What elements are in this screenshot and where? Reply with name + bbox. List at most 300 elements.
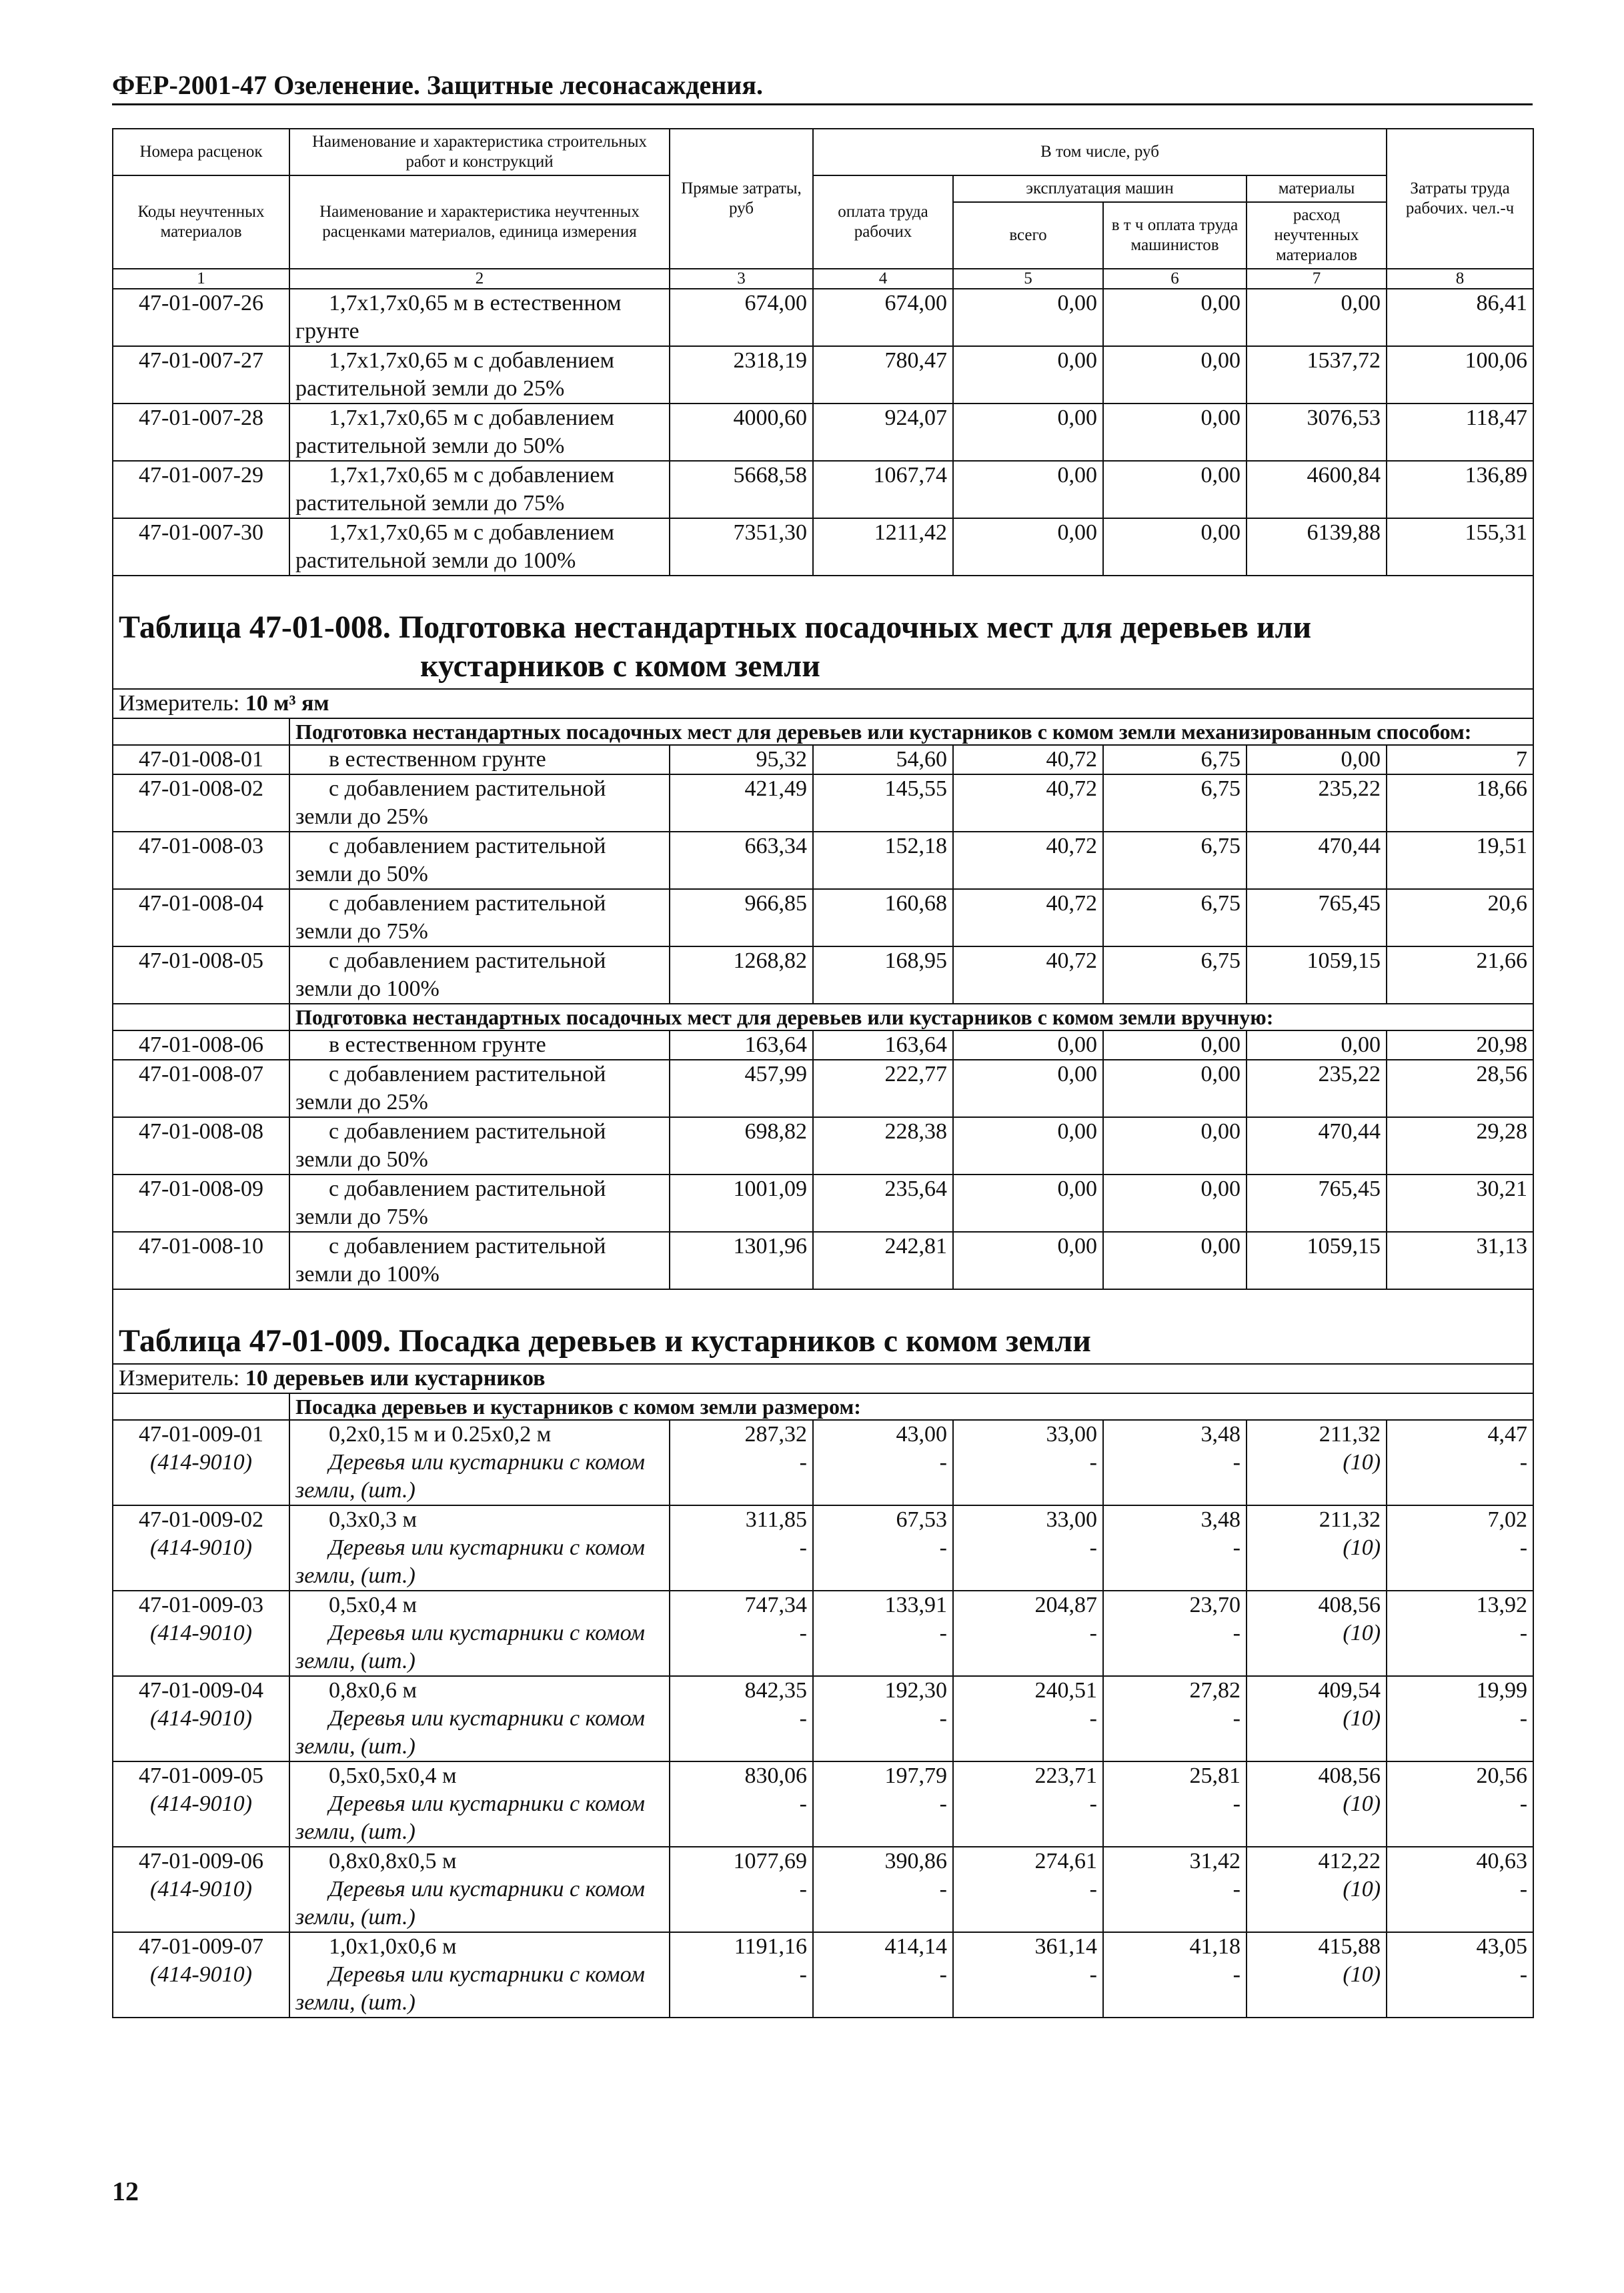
work-name-line: земли до 75% [295, 919, 428, 944]
dash: - [1519, 1450, 1528, 1475]
work-name [289, 1761, 670, 1847]
value: 13,92 [1476, 1593, 1528, 1617]
value: 3,48 [1200, 1507, 1241, 1532]
value-cell [813, 1847, 953, 1932]
value-cell [1103, 1505, 1247, 1591]
value-cell: 54,60 [813, 745, 953, 774]
work-name-line: с добавлением растительной [329, 1062, 606, 1086]
work-name-line: растительной земли до 25% [295, 376, 565, 401]
value: 240,51 [1034, 1678, 1097, 1703]
value-cell: 20,6 [1387, 889, 1533, 946]
value-cell [813, 1761, 953, 1847]
value-cell: 0,00 [953, 1117, 1103, 1175]
work-name-line: в естественном грунте [329, 1032, 546, 1057]
value: 211,32 [1319, 1422, 1381, 1447]
value: 43,05 [1476, 1934, 1528, 1959]
value-cell: 20,98 [1387, 1030, 1533, 1060]
value: 3,48 [1200, 1422, 1241, 1447]
material-name-line: Деревья или кустарники с комом [329, 1962, 646, 1987]
value-cell: 40,72 [953, 889, 1103, 946]
value-cell: 421,49 [670, 774, 813, 832]
rate-code-cell [113, 1591, 289, 1676]
value-cell: 4000,60 [670, 404, 813, 461]
table-row [113, 1847, 1533, 1932]
value-cell: 0,00 [1247, 745, 1387, 774]
rates-table [112, 128, 1534, 2018]
value: 27,82 [1189, 1678, 1241, 1703]
value-cell [670, 1676, 813, 1761]
value-cell: 0,00 [953, 1060, 1103, 1117]
table-row [113, 1505, 1533, 1591]
value-cell: 924,07 [813, 404, 953, 461]
value-cell: 0,00 [1103, 1060, 1247, 1117]
dash: - [799, 1450, 807, 1475]
material-qty: (10) [1343, 1706, 1381, 1731]
value-cell [1103, 1932, 1247, 2018]
table-head [113, 129, 1533, 289]
value-cell: 0,00 [1103, 1232, 1247, 1289]
table-009-heading [113, 1289, 1533, 1420]
value-cell [1387, 1420, 1533, 1505]
work-name [289, 1060, 670, 1117]
section-spacer [113, 1393, 289, 1420]
dash: - [1233, 1450, 1241, 1475]
value: 133,91 [884, 1593, 947, 1617]
value-cell: 222,77 [813, 1060, 953, 1117]
work-name-line: с добавлением растительной [329, 834, 606, 858]
material-code: (414-9010) [150, 1877, 252, 1901]
value-cell [1103, 1591, 1247, 1676]
dash: - [799, 1706, 807, 1731]
work-name-line: 1,7х1,7х0,65 м с добавлением [329, 463, 614, 488]
value-cell: 0,00 [1103, 404, 1247, 461]
value-cell: 100,06 [1387, 346, 1533, 404]
rate-code: 47-01-007-29 [113, 461, 289, 518]
dash: - [1519, 1877, 1528, 1901]
material-name-line: земли, (шт.) [295, 1990, 416, 2015]
work-name-line: с добавлением растительной [329, 1177, 606, 1201]
work-name-line: 1,0х1,0х0,6 м [329, 1934, 457, 1959]
value-cell [953, 1420, 1103, 1505]
value-cell: 5668,58 [670, 461, 813, 518]
table-008-manual-body [113, 1030, 1533, 1289]
col-direct-costs: Прямые затраты, руб [670, 129, 813, 269]
col-machines: эксплуатация машин [953, 175, 1247, 202]
section-spacer [113, 1004, 289, 1030]
material-code: (414-9010) [150, 1706, 252, 1731]
value: 67,53 [896, 1507, 947, 1532]
col-labor-costs: Затраты труда рабочих. чел.-ч [1387, 129, 1533, 269]
value-cell: 152,18 [813, 832, 953, 889]
dash: - [1089, 1962, 1097, 1987]
table-row [113, 946, 1533, 1004]
work-name [289, 832, 670, 889]
table-008-section-manual: Подготовка нестандартных посадочных мест для деревьев или кустарников с комом земли вручную: [289, 1004, 1533, 1030]
measure-value: 10 м³ ям [245, 691, 329, 716]
value-cell [1247, 1676, 1387, 1761]
value-cell: 1067,74 [813, 461, 953, 518]
column-number: 4 [813, 269, 953, 289]
work-name-line: грунте [295, 319, 359, 343]
value: 23,70 [1189, 1593, 1241, 1617]
value: 311,85 [745, 1507, 807, 1532]
work-name-line: земли до 100% [295, 1262, 440, 1287]
value: 408,56 [1318, 1593, 1381, 1617]
table-row [113, 1591, 1533, 1676]
value-cell: 29,28 [1387, 1117, 1533, 1175]
measure-label: Измеритель: [119, 691, 240, 716]
value-cell: 4600,84 [1247, 461, 1387, 518]
value-cell: 160,68 [813, 889, 953, 946]
value: 830,06 [744, 1763, 807, 1788]
value-cell: 86,41 [1387, 289, 1533, 346]
value: 415,88 [1318, 1934, 1381, 1959]
value-cell: 31,13 [1387, 1232, 1533, 1289]
value-cell: 470,44 [1247, 1117, 1387, 1175]
material-name-line: Деревья или кустарники с комом [329, 1621, 646, 1645]
work-name-line: с добавлением растительной [329, 776, 606, 801]
table-row [113, 1030, 1533, 1060]
value-cell [1247, 1505, 1387, 1591]
work-name [289, 889, 670, 946]
value-cell: 0,00 [953, 346, 1103, 404]
value: 223,71 [1034, 1763, 1097, 1788]
value-cell [953, 1676, 1103, 1761]
table-row [113, 1060, 1533, 1117]
value: 41,18 [1189, 1934, 1241, 1959]
material-qty: (10) [1343, 1535, 1381, 1560]
work-name-line: 0,3х0,3 м [329, 1507, 418, 1532]
table-row [113, 745, 1533, 774]
dash: - [799, 1962, 807, 1987]
table-row [113, 1932, 1533, 2018]
value: 747,34 [744, 1593, 807, 1617]
value-cell: 966,85 [670, 889, 813, 946]
work-name-line: земли до 25% [295, 804, 428, 829]
value-cell: 7 [1387, 745, 1533, 774]
table-row [113, 518, 1533, 576]
value-cell: 6,75 [1103, 745, 1247, 774]
work-name-line: земли до 100% [295, 976, 440, 1001]
work-name [289, 461, 670, 518]
dash: - [799, 1621, 807, 1645]
value-cell: 674,00 [670, 289, 813, 346]
column-number: 6 [1103, 269, 1247, 289]
work-name [289, 1676, 670, 1761]
value-cell: 19,51 [1387, 832, 1533, 889]
value: 390,86 [884, 1849, 947, 1873]
value-cell: 470,44 [1247, 832, 1387, 889]
value: 1191,16 [734, 1934, 807, 1959]
work-name [289, 1117, 670, 1175]
value-cell: 3076,53 [1247, 404, 1387, 461]
dash: - [1519, 1962, 1528, 1987]
value-cell: 0,00 [1103, 346, 1247, 404]
rate-code: 47-01-008-01 [113, 745, 289, 774]
material-name-line: земли, (шт.) [295, 1734, 416, 1759]
measure-value: 10 деревьев или кустарников [245, 1366, 546, 1391]
page-number: 12 [112, 2176, 139, 2206]
value: 204,87 [1034, 1593, 1097, 1617]
dash: - [939, 1706, 947, 1731]
value-cell: 6,75 [1103, 946, 1247, 1004]
dash: - [1089, 1791, 1097, 1816]
rate-code-cell [113, 1761, 289, 1847]
material-name-line: земли, (шт.) [295, 1563, 416, 1588]
rate-code-cell [113, 1847, 289, 1932]
material-qty: (10) [1343, 1791, 1381, 1816]
rate-code: 47-01-007-26 [113, 289, 289, 346]
dash: - [1233, 1621, 1241, 1645]
work-name-line: 1,7х1,7х0,65 м с добавлением [329, 348, 614, 373]
value-cell [670, 1761, 813, 1847]
dash: - [799, 1535, 807, 1560]
value-cell: 0,00 [953, 289, 1103, 346]
value-cell: 0,00 [1247, 1030, 1387, 1060]
value-cell: 0,00 [1247, 289, 1387, 346]
table-009-section: Посадка деревьев и кустарников с комом земли размером: [289, 1393, 1533, 1420]
value-cell: 1301,96 [670, 1232, 813, 1289]
table-row [113, 289, 1533, 346]
col-material-codes: Коды неучтенных материалов [113, 175, 289, 269]
value: 211,32 [1319, 1507, 1381, 1532]
value-cell [1387, 1847, 1533, 1932]
table-row [113, 1676, 1533, 1761]
table-row [113, 889, 1533, 946]
value-cell: 0,00 [953, 1175, 1103, 1232]
value-cell [813, 1676, 953, 1761]
work-name-line: с добавлением растительной [329, 1119, 606, 1144]
rate-code-cell [113, 1932, 289, 2018]
work-name [289, 1232, 670, 1289]
rate-code: 47-01-009-04 [139, 1678, 263, 1703]
value: 4,47 [1487, 1422, 1528, 1447]
rate-code: 47-01-007-28 [113, 404, 289, 461]
rate-code: 47-01-008-03 [113, 832, 289, 889]
value-cell: 136,89 [1387, 461, 1533, 518]
work-name-line: земли до 25% [295, 1090, 428, 1114]
value: 40,63 [1476, 1849, 1528, 1873]
col-labor-pay: оплата труда рабочих [813, 175, 953, 269]
dash: - [939, 1962, 947, 1987]
value-cell: 457,99 [670, 1060, 813, 1117]
work-name-line: с добавлением растительной [329, 948, 606, 973]
table-008-measure [113, 689, 1533, 718]
value-cell [953, 1847, 1103, 1932]
value-cell [1247, 1420, 1387, 1505]
material-code: (414-9010) [150, 1962, 252, 1987]
value-cell: 2318,19 [670, 346, 813, 404]
value-cell [953, 1505, 1103, 1591]
work-name-line: 1,7х1,7х0,65 м с добавлением [329, 520, 614, 545]
value: 33,00 [1046, 1422, 1097, 1447]
value-cell: 235,64 [813, 1175, 953, 1232]
value: 197,79 [884, 1763, 947, 1788]
table-009-measure [113, 1364, 1533, 1393]
work-name-line: 0,8х0,6 м [329, 1678, 418, 1703]
column-number: 7 [1247, 269, 1387, 289]
value-cell: 95,32 [670, 745, 813, 774]
value-cell: 0,00 [953, 404, 1103, 461]
rate-code: 47-01-008-02 [113, 774, 289, 832]
dash: - [1233, 1962, 1241, 1987]
value-cell: 0,00 [1103, 1175, 1247, 1232]
dash: - [1233, 1706, 1241, 1731]
table-008-title [119, 603, 1527, 688]
work-name-line: с добавлением растительной [329, 891, 606, 916]
work-name [289, 289, 670, 346]
table-row [113, 1232, 1533, 1289]
value-cell: 1059,15 [1247, 1232, 1387, 1289]
rate-code: 47-01-008-05 [113, 946, 289, 1004]
table-row [113, 1117, 1533, 1175]
value-cell: 145,55 [813, 774, 953, 832]
value: 7,02 [1487, 1507, 1528, 1532]
dash: - [1519, 1621, 1528, 1645]
work-name [289, 745, 670, 774]
table-row [113, 1175, 1533, 1232]
col-rate-numbers: Номера расценок [113, 129, 289, 175]
value-cell: 28,56 [1387, 1060, 1533, 1117]
rate-code: 47-01-007-30 [113, 518, 289, 576]
work-name [289, 518, 670, 576]
table-row [113, 404, 1533, 461]
value: 409,54 [1318, 1678, 1381, 1703]
material-qty: (10) [1343, 1962, 1381, 1987]
value-cell: 6139,88 [1247, 518, 1387, 576]
dash: - [1233, 1791, 1241, 1816]
work-name [289, 1847, 670, 1932]
work-name-line: растительной земли до 75% [295, 491, 565, 516]
value-cell: 30,21 [1387, 1175, 1533, 1232]
rate-code: 47-01-008-08 [113, 1117, 289, 1175]
work-name [289, 404, 670, 461]
column-number: 8 [1387, 269, 1533, 289]
work-name [289, 1591, 670, 1676]
col-machinists-pay: в т ч оплата труда машинистов [1103, 202, 1247, 269]
rate-code: 47-01-008-04 [113, 889, 289, 946]
value: 20,56 [1476, 1763, 1528, 1788]
value-cell: 0,00 [953, 461, 1103, 518]
value-cell: 228,38 [813, 1117, 953, 1175]
material-name-line: земли, (шт.) [295, 1478, 416, 1503]
rate-code: 47-01-008-07 [113, 1060, 289, 1117]
dash: - [1089, 1706, 1097, 1731]
value-cell [1387, 1591, 1533, 1676]
work-name [289, 1932, 670, 2018]
value-cell [813, 1591, 953, 1676]
material-code: (414-9010) [150, 1535, 252, 1560]
value: 31,42 [1189, 1849, 1241, 1873]
value-cell [1247, 1761, 1387, 1847]
value-cell: 40,72 [953, 774, 1103, 832]
material-name-line: Деревья или кустарники с комом [329, 1535, 646, 1560]
value-cell: 0,00 [953, 1232, 1103, 1289]
table-row [113, 346, 1533, 404]
value: 361,14 [1034, 1934, 1097, 1959]
value-cell [1387, 1676, 1533, 1761]
value-cell [813, 1505, 953, 1591]
rate-code: 47-01-009-06 [139, 1849, 263, 1873]
value-cell [670, 1847, 813, 1932]
table-008-title-line1: Таблица 47-01-008. Подготовка нестандартных посадочных мест для деревьев или [119, 610, 1312, 645]
value-cell [1387, 1761, 1533, 1847]
dash: - [1089, 1621, 1097, 1645]
rate-code-cell [113, 1676, 289, 1761]
work-name [289, 1505, 670, 1591]
column-number: 1 [113, 269, 289, 289]
work-name [289, 1175, 670, 1232]
value: 414,14 [884, 1934, 947, 1959]
value-cell: 7351,30 [670, 518, 813, 576]
col-including: В том числе, руб [813, 129, 1387, 175]
dash: - [939, 1877, 947, 1901]
work-name-line: 0,2х0,15 м и 0.25х0,2 м [329, 1422, 552, 1447]
dash: - [1233, 1877, 1241, 1901]
value-cell: 765,45 [1247, 889, 1387, 946]
value: 1077,69 [733, 1849, 807, 1873]
dash: - [1089, 1535, 1097, 1560]
material-name-line: Деревья или кустарники с комом [329, 1791, 646, 1816]
rate-code-cell [113, 1420, 289, 1505]
work-name-line: растительной земли до 100% [295, 548, 576, 573]
value: 25,81 [1189, 1763, 1241, 1788]
rate-code: 47-01-009-02 [139, 1507, 263, 1532]
column-number: 2 [289, 269, 670, 289]
dash: - [1519, 1791, 1528, 1816]
material-name-line: Деревья или кустарники с комом [329, 1706, 646, 1731]
value-cell: 18,66 [1387, 774, 1533, 832]
column-number: 5 [953, 269, 1103, 289]
value: 408,56 [1318, 1763, 1381, 1788]
work-name [289, 1420, 670, 1505]
value-cell: 163,64 [670, 1030, 813, 1060]
work-name [289, 346, 670, 404]
dash: - [799, 1877, 807, 1901]
material-qty: (10) [1343, 1621, 1381, 1645]
rate-code: 47-01-008-10 [113, 1232, 289, 1289]
col-name: Наименование и характеристика строительных работ и конструкций [289, 129, 670, 175]
table-row [113, 832, 1533, 889]
table-008-section-mechanized: Подготовка нестандартных посадочных мест для деревьев или кустарников с комом земли механизированным способом: [289, 718, 1533, 745]
value-cell: 1001,09 [670, 1175, 813, 1232]
value-cell: 40,72 [953, 946, 1103, 1004]
work-name-line: в естественном грунте [329, 747, 546, 772]
value-cell: 40,72 [953, 745, 1103, 774]
rate-code: 47-01-009-01 [139, 1422, 263, 1447]
value-cell: 0,00 [1103, 1117, 1247, 1175]
table-009-body [113, 1420, 1533, 2018]
value-cell [1387, 1932, 1533, 2018]
table-008-heading [113, 576, 1533, 745]
dash: - [1089, 1450, 1097, 1475]
table-row [113, 774, 1533, 832]
material-name-line: земли, (шт.) [295, 1819, 416, 1844]
dash: - [1233, 1535, 1241, 1560]
table-009-title: Таблица 47-01-009. Посадка деревьев и кустарников с комом земли [119, 1323, 1091, 1359]
value-cell: 242,81 [813, 1232, 953, 1289]
value-cell: 0,00 [953, 1030, 1103, 1060]
page-header: ФЕР-2001-47 Озеленение. Защитные лесонасаждения. [112, 69, 1533, 105]
work-name [289, 946, 670, 1004]
value: 43,00 [896, 1422, 947, 1447]
value-cell: 765,45 [1247, 1175, 1387, 1232]
material-name-line: Деревья или кустарники с комом [329, 1450, 646, 1475]
value-cell [1247, 1847, 1387, 1932]
material-qty: (10) [1343, 1877, 1381, 1901]
rate-code: 47-01-009-05 [139, 1763, 263, 1788]
value-cell: 663,34 [670, 832, 813, 889]
